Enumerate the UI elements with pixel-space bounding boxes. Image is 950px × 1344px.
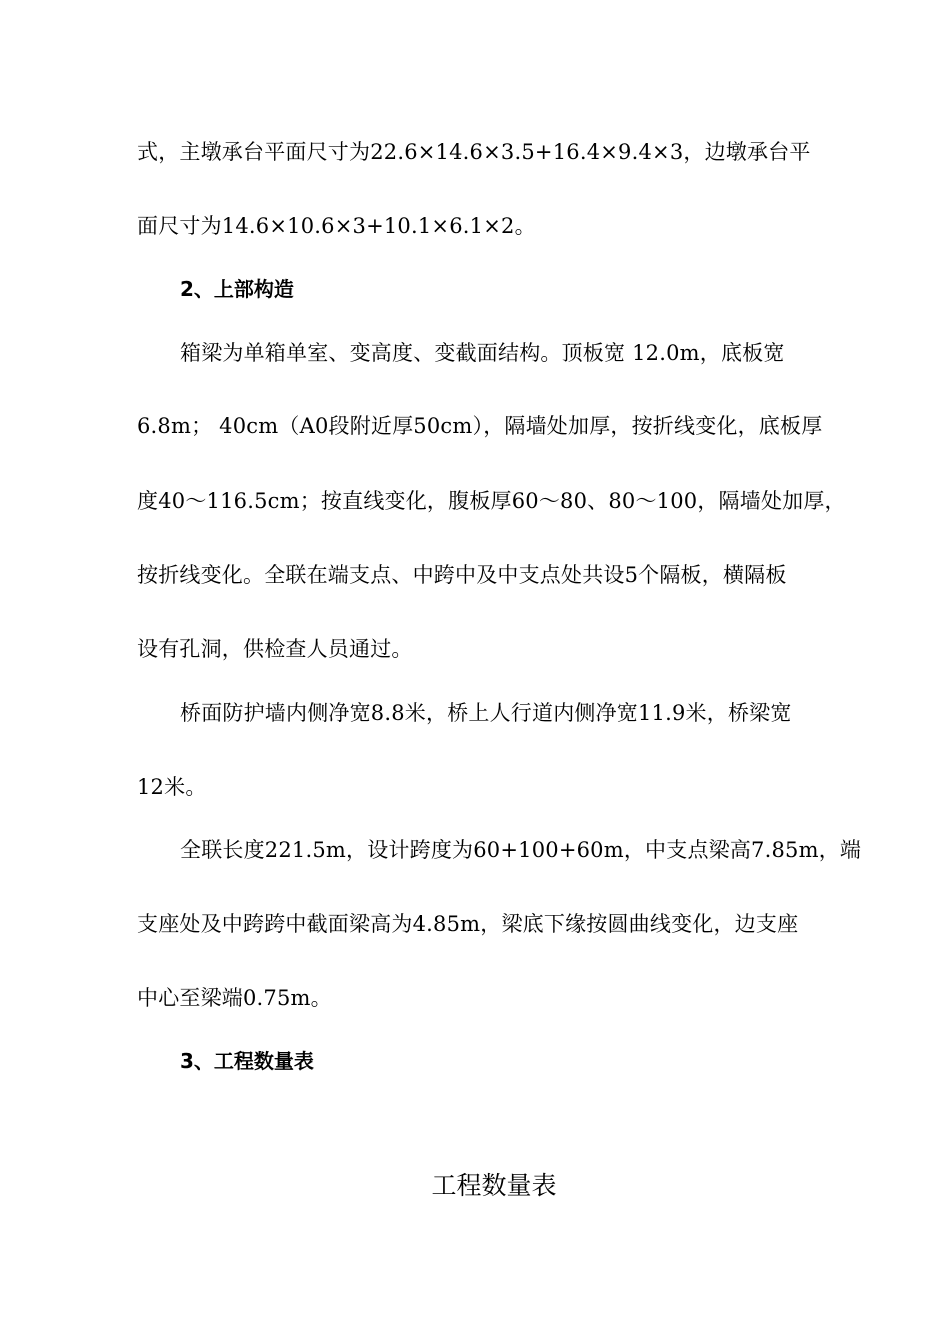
section-3-heading: 3、工程数量表 (180, 1049, 314, 1073)
table-title: 工程数量表 (431, 1171, 557, 1200)
paragraph-2-line-2: 6.8m； 40cm（A0段附近厚50cm），隔墙处加厚，按折线变化，底板厚 (137, 414, 823, 438)
paragraph-2-line-4: 按折线变化。全联在端支点、中跨中及中支点处共设5个隔板，横隔板 (137, 563, 787, 587)
paragraph-1-line-2: 面尺寸为14.6×10.6×3+10.1×6.1×2。 (137, 214, 536, 238)
paragraph-4-line-1: 全联长度221.5m，设计跨度为60+100+60m，中支点梁高7.85m，端 (180, 838, 862, 862)
paragraph-3-line-1: 桥面防护墙内侧净宽8.8米，桥上人行道内侧净宽11.9米，桥梁宽 (180, 701, 792, 725)
paragraph-2-line-5: 设有孔洞，供检查人员通过。 (137, 637, 413, 661)
paragraph-2-line-3: 度40～116.5cm；按直线变化，腹板厚60～80、80～100，隔墙处加厚， (137, 489, 846, 513)
section-2-heading: 2、上部构造 (180, 277, 294, 301)
paragraph-3-line-2: 12米。 (137, 775, 207, 799)
paragraph-4-line-3: 中心至梁端0.75m。 (137, 986, 332, 1010)
paragraph-2-line-1: 箱梁为单箱单室、变高度、变截面结构。顶板宽 12.0m，底板宽 (180, 341, 785, 365)
paragraph-4-line-2: 支座处及中跨跨中截面梁高为4.85m，梁底下缘按圆曲线变化，边支座 (137, 912, 799, 936)
paragraph-1-line-1: 式，主墩承台平面尺寸为22.6×14.6×3.5+16.4×9.4×3，边墩承台平 (137, 140, 811, 164)
